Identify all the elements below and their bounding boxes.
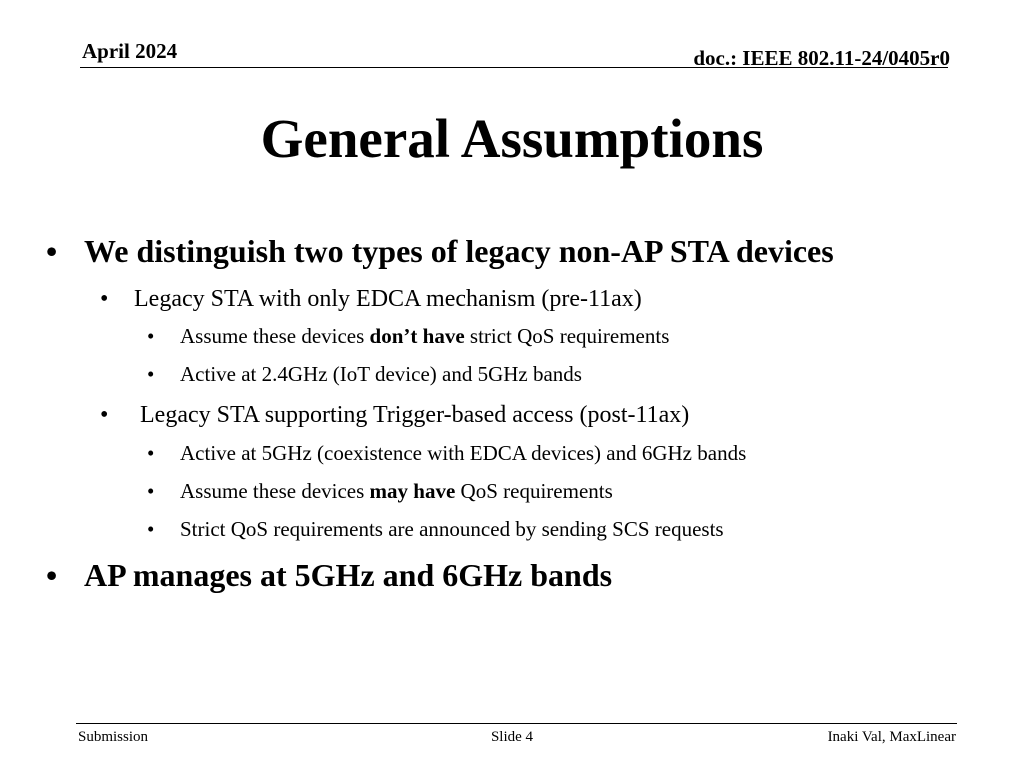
bullet-text: QoS requirements	[455, 479, 613, 503]
bullet-dot: •	[147, 362, 155, 386]
bullet-dot: •	[46, 557, 58, 593]
bullet-level3	[147, 479, 613, 503]
bullet-dot: •	[147, 324, 155, 348]
slide-title: General Assumptions	[260, 108, 764, 169]
bullet-text: Assume these devices	[180, 479, 370, 503]
bullet-level1	[46, 233, 834, 269]
bullet-text: We distinguish two types of legacy non-AP STA devices	[84, 233, 834, 269]
bullet-level3	[147, 324, 670, 348]
header-divider	[80, 67, 948, 68]
bullet-level2	[100, 286, 642, 312]
header-date: April 2024	[82, 39, 178, 63]
bullet-dot: •	[100, 286, 109, 312]
bullet-level3	[147, 362, 582, 386]
bullet-dot: •	[46, 233, 58, 269]
bullet-text: Legacy STA supporting Trigger-based access (post-11ax)	[134, 402, 690, 428]
footer-slide-number: Slide 4	[490, 729, 534, 745]
bullet-text: AP manages at 5GHz and 6GHz bands	[84, 557, 613, 593]
footer-submission: Submission	[78, 729, 149, 745]
bullet-level3	[147, 441, 747, 465]
bullet-emphasis: don’t have	[369, 324, 465, 348]
bullet-text: Strict QoS requirements are announced by sending SCS requests	[180, 517, 724, 541]
bullet-dot: •	[147, 517, 155, 541]
bullet-dot: •	[100, 402, 109, 428]
footer-author: Inaki Val, MaxLinear	[827, 729, 956, 745]
bullet-text: strict QoS requirements	[464, 324, 670, 348]
bullet-text: Active at 2.4GHz (IoT device) and 5GHz bands	[180, 362, 582, 386]
bullet-level2	[100, 402, 690, 428]
footer-divider	[76, 723, 957, 724]
bullet-text: Active at 5GHz (coexistence with EDCA devices) and 6GHz bands	[180, 441, 747, 465]
bullet-dot: •	[147, 441, 155, 465]
bullet-level3	[147, 517, 724, 541]
bullet-dot: •	[147, 479, 155, 503]
bullet-text: Legacy STA with only EDCA mechanism (pre-11ax)	[134, 286, 642, 312]
header-doc-id: doc.: IEEE 802.11-24/0405r0	[693, 46, 950, 70]
bullet-emphasis: may have	[369, 479, 456, 503]
bullet-text: Assume these devices	[180, 324, 370, 348]
bullet-level1	[46, 557, 613, 593]
